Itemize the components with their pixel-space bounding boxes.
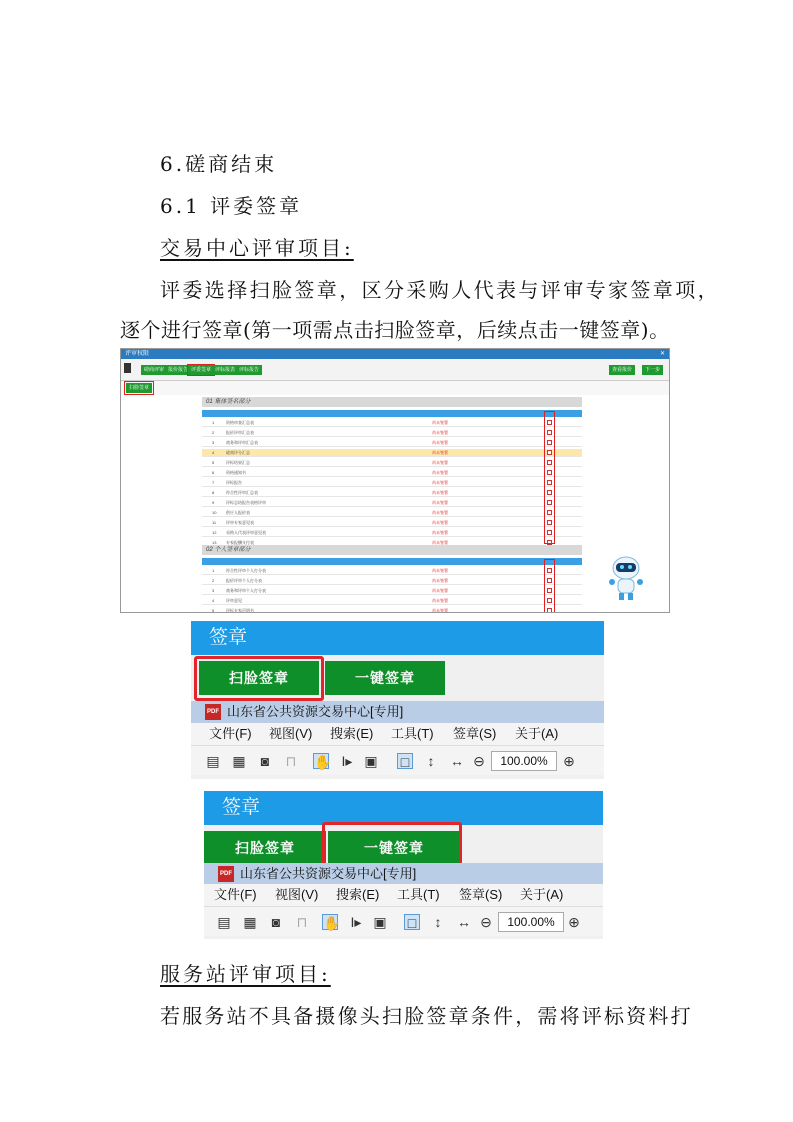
close-icon[interactable]: ✕ — [659, 351, 665, 357]
row-status: 尚未签署 — [432, 608, 448, 613]
row-report-name: 采购人代表评审意见表 — [226, 530, 266, 535]
paragraph-service-station: 若服务站不具备摄像头扫脸签章条件，需将评标资料打 — [160, 1004, 693, 1028]
table-row — [202, 499, 582, 507]
table-row — [202, 469, 582, 477]
table-row — [202, 429, 582, 437]
row-number: 8 — [212, 490, 215, 495]
row-number: 6 — [212, 470, 215, 475]
row-report-name: 评标专家声明书 — [226, 608, 254, 613]
row-report-name: 商务和评审个人打分表 — [226, 588, 266, 593]
sign-panel-screenshot-2 — [204, 791, 603, 939]
page-icon[interactable]: ▦ — [243, 914, 257, 930]
row-status: 尚未签署 — [432, 510, 448, 515]
tab-report-table[interactable]: 评标报表 — [212, 365, 238, 375]
menu-file[interactable]: 文件(F) — [209, 726, 252, 741]
snapshot-icon[interactable]: ▣ — [373, 914, 387, 930]
robot-assistant-icon[interactable] — [606, 554, 646, 604]
table-row — [202, 489, 582, 497]
row-number: 11 — [212, 520, 217, 525]
zoom-out-icon[interactable]: ⊖ — [480, 914, 492, 930]
row-status: 尚未签署 — [432, 450, 448, 455]
row-number: 5 — [212, 608, 215, 613]
pdf-icon: PDF — [205, 704, 221, 720]
sign-panel-title: 签章 — [204, 791, 603, 825]
row-number: 13 — [212, 540, 217, 545]
menu-tools[interactable]: 工具(T) — [391, 726, 434, 741]
table-row — [202, 607, 582, 613]
tab-quote-report[interactable]: 报价报告 — [165, 365, 191, 375]
row-report-name: 磋商评分汇总 — [226, 450, 250, 455]
row-report-name: 评标结果汇总 — [226, 460, 250, 465]
fit-width-icon[interactable]: ↔ — [450, 753, 464, 769]
print-icon[interactable]: ▤ — [206, 753, 220, 769]
tab-report[interactable]: 评标报告 — [236, 365, 262, 375]
row-report-name: 符合性评审汇总表 — [226, 490, 258, 495]
row-number: 1 — [212, 568, 215, 573]
table-row — [202, 577, 582, 585]
table-row — [202, 419, 582, 427]
table-row — [202, 519, 582, 527]
pdf-toolbar — [204, 906, 603, 936]
print-icon[interactable]: ▤ — [217, 914, 231, 930]
table-row — [202, 449, 582, 457]
row-number: 4 — [212, 598, 215, 603]
row-report-name: 商务和评审汇总表 — [226, 440, 258, 445]
hand-tool-icon[interactable]: ✋ — [314, 754, 332, 770]
zoom-field[interactable]: 100.00% — [498, 912, 564, 932]
menu-bar — [191, 723, 604, 745]
row-report-name: 评审意见 — [226, 598, 242, 603]
row-status: 尚未签署 — [432, 520, 448, 525]
row-status: 尚未签署 — [432, 540, 448, 545]
table-row — [202, 587, 582, 595]
row-number: 3 — [212, 440, 215, 445]
highlight-one-key-sign — [322, 822, 462, 866]
tab-review[interactable]: 磋商评审 — [141, 365, 167, 375]
menu-about[interactable]: 关于(A) — [520, 887, 564, 902]
row-report-name: 评审专家意见表 — [226, 520, 254, 525]
window-title: 评审权限 — [125, 351, 150, 357]
pdf-titlebar — [204, 863, 603, 885]
signing-window-screenshot — [120, 348, 670, 613]
binoculars-icon[interactable]: ◙ — [260, 753, 270, 769]
row-status: 尚未签署 — [432, 460, 448, 465]
menu-view[interactable]: 视图(V) — [275, 887, 319, 902]
row-report-name: 资格通知书 — [226, 470, 246, 475]
row-report-name: 评标总结报告表格评审 — [226, 500, 266, 505]
binoculars-icon[interactable]: ◙ — [271, 914, 281, 930]
row-status: 尚未签署 — [432, 480, 448, 485]
menu-search[interactable]: 搜索(E) — [336, 887, 380, 902]
table-row — [202, 479, 582, 487]
row-status: 尚未签署 — [432, 588, 448, 593]
heading-6-1: 6.1 评委签章 — [160, 194, 303, 218]
menu-sign[interactable]: 签章(S) — [453, 726, 497, 741]
menu-about[interactable]: 关于(A) — [515, 726, 559, 741]
table-row — [202, 529, 582, 537]
zoom-out-icon[interactable]: ⊖ — [473, 753, 485, 769]
paragraph-line-2: 逐个进行签章(第一项需点击扫脸签章，后续点击一键签章)。 — [120, 318, 670, 342]
row-report-name: 供应人报价表 — [226, 510, 250, 515]
row-report-name: 报价评审个人打分表 — [226, 578, 262, 583]
row-status: 尚未签署 — [432, 578, 448, 583]
row-status: 尚未签署 — [432, 430, 448, 435]
table-header-2 — [202, 558, 582, 565]
paragraph-line-1: 评委选择扫脸签章，区分采购人代表与评审专家签章项， — [160, 278, 720, 302]
hand-tool-icon[interactable]: ✋ — [323, 915, 341, 931]
row-status: 尚未签署 — [432, 490, 448, 495]
one-key-sign-button[interactable]: 一键签章 — [325, 661, 445, 695]
fit-width-icon[interactable]: ↔ — [457, 914, 471, 930]
pdf-titlebar — [191, 701, 604, 723]
highlight-face-sign — [194, 656, 324, 701]
stamp-icon[interactable]: ⊓ — [296, 914, 308, 930]
fit-height-icon[interactable]: ↕ — [434, 914, 442, 930]
row-status: 尚未签署 — [432, 568, 448, 573]
section-collective: 01 集体签名部分 — [202, 397, 582, 407]
table-row — [202, 567, 582, 575]
tab-sign[interactable]: 评委签章 — [188, 365, 214, 375]
snapshot-icon[interactable]: ▣ — [364, 753, 378, 769]
row-report-name: 资格审查汇总表 — [226, 420, 254, 425]
pdf-icon: PDF — [218, 866, 234, 882]
row-number: 4 — [212, 450, 215, 455]
qrcode-icon — [124, 363, 131, 373]
row-status: 尚未签署 — [432, 500, 448, 505]
actual-size-icon[interactable]: □ — [404, 914, 420, 930]
view-quote-button[interactable]: 查看报价 — [609, 365, 635, 375]
face-sign-button[interactable]: 扫脸签章 — [126, 383, 152, 393]
row-status: 尚未签署 — [432, 470, 448, 475]
fit-height-icon[interactable]: ↕ — [427, 753, 435, 769]
actual-size-icon[interactable]: □ — [397, 753, 413, 769]
table-row — [202, 509, 582, 517]
menu-file[interactable]: 文件(F) — [214, 887, 257, 902]
row-number: 7 — [212, 480, 215, 485]
row-number: 9 — [212, 500, 215, 505]
row-report-name: 评标报告 — [226, 480, 242, 485]
select-text-icon[interactable]: I▸ — [350, 914, 362, 930]
table-row — [202, 459, 582, 467]
zoom-in-icon[interactable]: ⊕ — [563, 753, 575, 769]
row-status: 尚未签署 — [432, 598, 448, 603]
menu-sign[interactable]: 签章(S) — [459, 887, 503, 902]
row-number: 5 — [212, 460, 215, 465]
sign-panel-screenshot-1 — [191, 621, 604, 779]
zoom-in-icon[interactable]: ⊕ — [568, 914, 580, 930]
row-status: 尚未签署 — [432, 420, 448, 425]
sign-panel-title: 签章 — [191, 621, 604, 655]
toolbar — [121, 359, 669, 381]
highlight-op-column-2 — [544, 559, 555, 613]
action-row — [121, 381, 669, 395]
row-number: 1 — [212, 420, 215, 425]
section-personal: 02 个人签章部分 — [202, 545, 582, 555]
menu-search[interactable]: 搜索(E) — [330, 726, 374, 741]
table-row — [202, 597, 582, 605]
one-key-sign-button[interactable]: 一键签章 — [328, 831, 460, 865]
zoom-field[interactable]: 100.00% — [491, 751, 557, 771]
menu-bar — [204, 884, 603, 906]
face-sign-button[interactable]: 扫脸签章 — [199, 661, 319, 695]
row-number: 10 — [212, 510, 217, 515]
row-number: 2 — [212, 430, 215, 435]
table-header — [202, 410, 582, 417]
row-report-name: 符合性评审个人打分表 — [226, 568, 266, 573]
row-report-name: 报价评审汇总表 — [226, 430, 254, 435]
row-number: 12 — [212, 530, 217, 535]
page-icon[interactable]: ▦ — [232, 753, 246, 769]
row-report-name: 专家报酬支付表 — [226, 540, 254, 545]
menu-view[interactable]: 视图(V) — [269, 726, 313, 741]
menu-tools[interactable]: 工具(T) — [397, 887, 440, 902]
highlight-op-column-1 — [544, 411, 555, 544]
pdf-toolbar — [191, 745, 604, 775]
row-number: 3 — [212, 588, 215, 593]
table-row — [202, 439, 582, 447]
next-button[interactable]: 下一步 — [642, 365, 663, 375]
row-status: 尚未签署 — [432, 530, 448, 535]
select-text-icon[interactable]: I▸ — [341, 753, 353, 769]
subheading-service-station: 服务站评审项目: — [160, 962, 331, 986]
pdf-title: 山东省公共资源交易中心[专用] — [227, 704, 404, 719]
row-number: 2 — [212, 578, 215, 583]
row-status: 尚未签署 — [432, 440, 448, 445]
stamp-icon[interactable]: ⊓ — [285, 753, 297, 769]
face-sign-button[interactable]: 扫脸签章 — [204, 831, 326, 865]
subheading-exchange-center: 交易中心评审项目: — [160, 236, 354, 260]
heading-6: 6.磋商结束 — [160, 152, 278, 176]
window-titlebar — [121, 349, 669, 359]
pdf-title: 山东省公共资源交易中心[专用] — [240, 866, 417, 881]
